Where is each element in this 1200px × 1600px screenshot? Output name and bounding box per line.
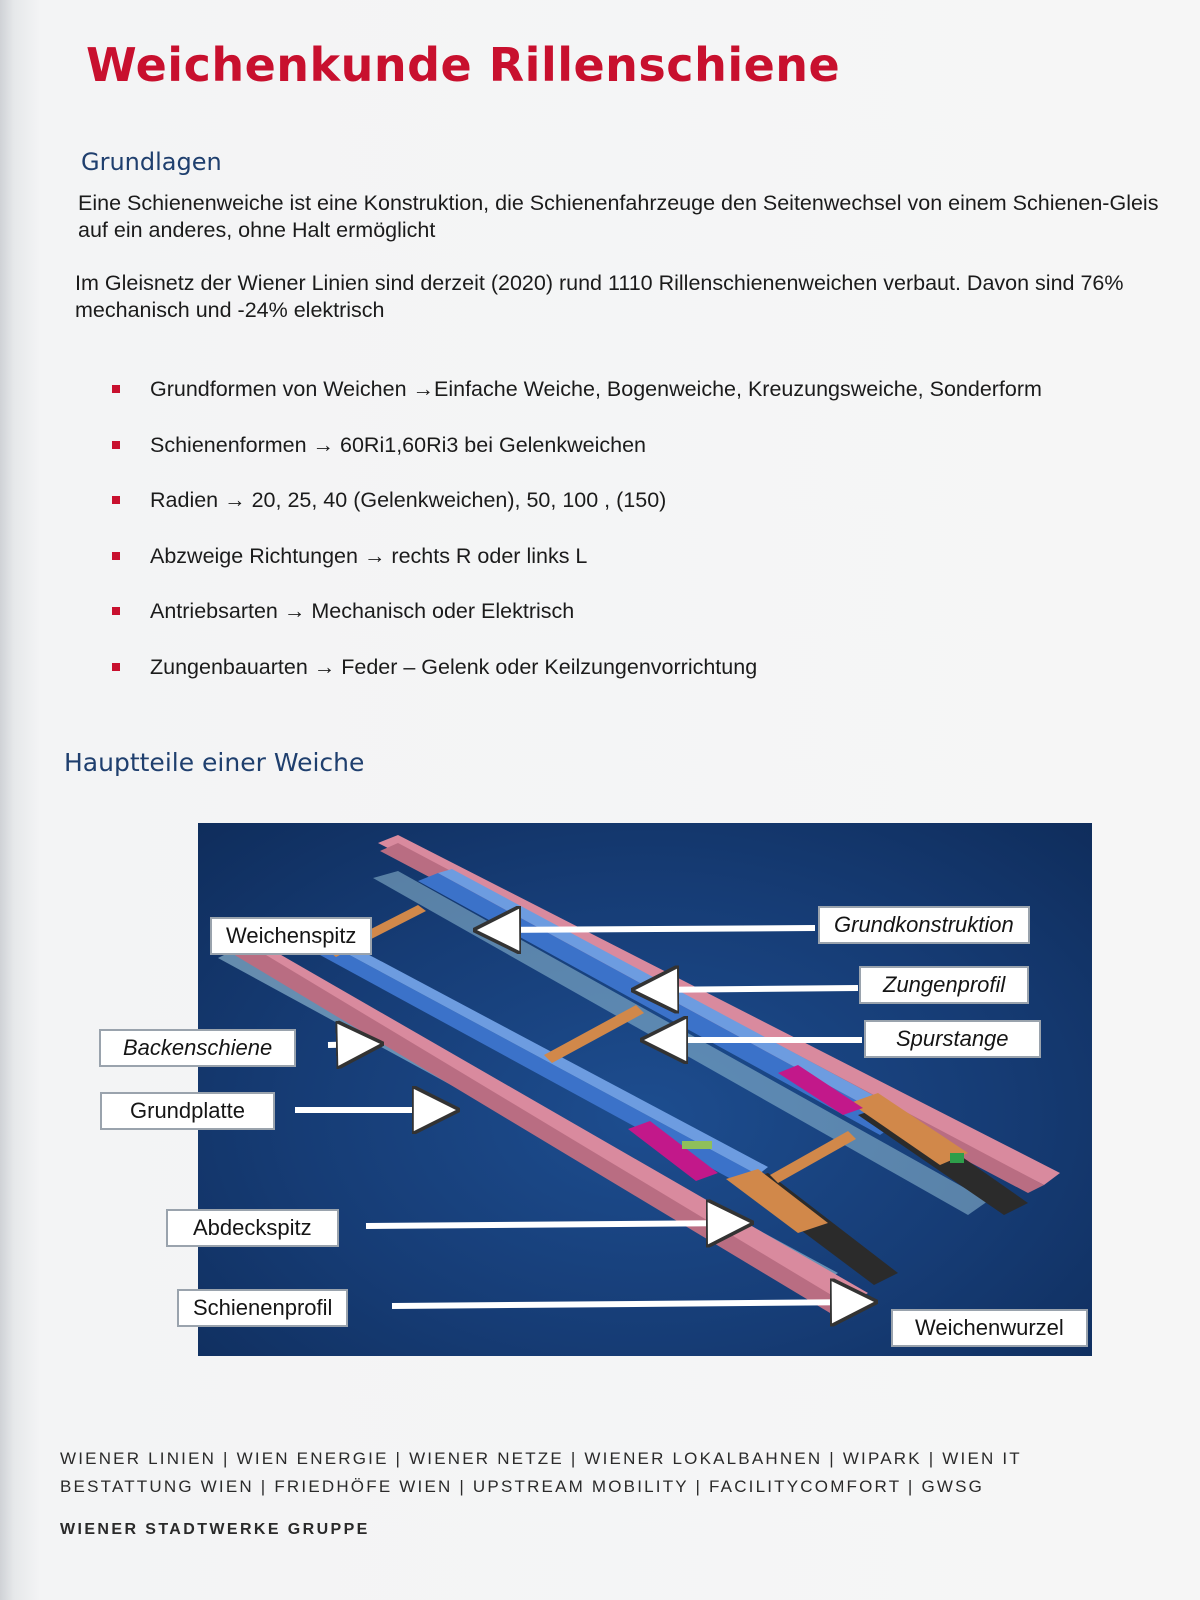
bullet-square-icon [112, 441, 120, 449]
footer-group-name: WIENER STADTWERKE GRUPPE [60, 1521, 370, 1538]
label-abdeckspitz: Abdeckspitz [166, 1209, 339, 1247]
bullet-square-icon [112, 496, 120, 504]
label-grundkonstruktion: Grundkonstruktion [818, 906, 1030, 944]
footer-companies-line1: WIENER LINIEN | WIEN ENERGIE | WIENER NETZE | WIENER LOKALBAHNEN | WIPARK | WIEN IT [60, 1449, 1022, 1468]
switch-diagram [198, 823, 1092, 1356]
tie-rod-shape [770, 1131, 856, 1183]
heading-grundlagen: Grundlagen [81, 148, 222, 176]
list-item: Antriebsarten → Mechanisch oder Elektrisch [104, 598, 1042, 654]
list-item: Radien → 20, 25, 40 (Gelenkweichen), 50, 100 , (150) [104, 487, 1042, 543]
label-zungenprofil: Zungenprofil [859, 966, 1029, 1004]
list-item: Schienenformen → 60Ri1,60Ri3 bei Gelenkweichen [104, 432, 1042, 488]
tie-rod-shape [544, 1005, 644, 1063]
statistics-paragraph: Im Gleisnetz der Wiener Linien sind derzeit (2020) rund 1110 Rillenschienenweichen verbaut. Davon sind 76% mechanisch und -24% elektrisch [75, 271, 1124, 322]
label-backenschiene: Backenschiene [99, 1029, 296, 1067]
list-item: Zungenbauarten → Feder – Gelenk oder Keilzungenvorrichtung [104, 654, 1042, 710]
page-title: Weichenkunde Rillenschiene [86, 38, 841, 92]
label-weichenspitz: Weichenspitz [210, 917, 372, 955]
heading-hauptteile: Hauptteile einer Weiche [64, 748, 365, 777]
green-detail-shape [950, 1153, 964, 1163]
green-detail-shape [682, 1141, 712, 1149]
intro-paragraph: Eine Schienenweiche ist eine Konstruktion, die Schienenfahrzeuge den Seitenwechsel von einem Schienen-Gleis auf ein anderes, ohne Halt ermöglicht [78, 191, 1159, 242]
bullet-square-icon [112, 663, 120, 671]
bullet-list [104, 376, 1042, 709]
list-item: Abzweige Richtungen → rechts R oder links L [104, 543, 1042, 599]
bullet-square-icon [112, 552, 120, 560]
outer-rail-shape [228, 943, 848, 1313]
label-schienenprofil: Schienenprofil [177, 1289, 348, 1327]
label-spurstange: Spurstange [864, 1020, 1041, 1058]
label-weichenwurzel: Weichenwurzel [891, 1309, 1088, 1347]
bullet-square-icon [112, 385, 120, 393]
list-item: Grundformen von Weichen →Einfache Weiche, Bogenweiche, Kreuzungsweiche, Sonderform [104, 376, 1042, 432]
footer-companies-line2: BESTATTUNG WIEN | FRIEDHÖFE WIEN | UPSTREAM MOBILITY | FACILITYCOMFORT | GWSG [60, 1477, 985, 1496]
switch-illustration [198, 823, 1092, 1356]
bullet-square-icon [112, 607, 120, 615]
label-grundplatte: Grundplatte [100, 1092, 275, 1130]
